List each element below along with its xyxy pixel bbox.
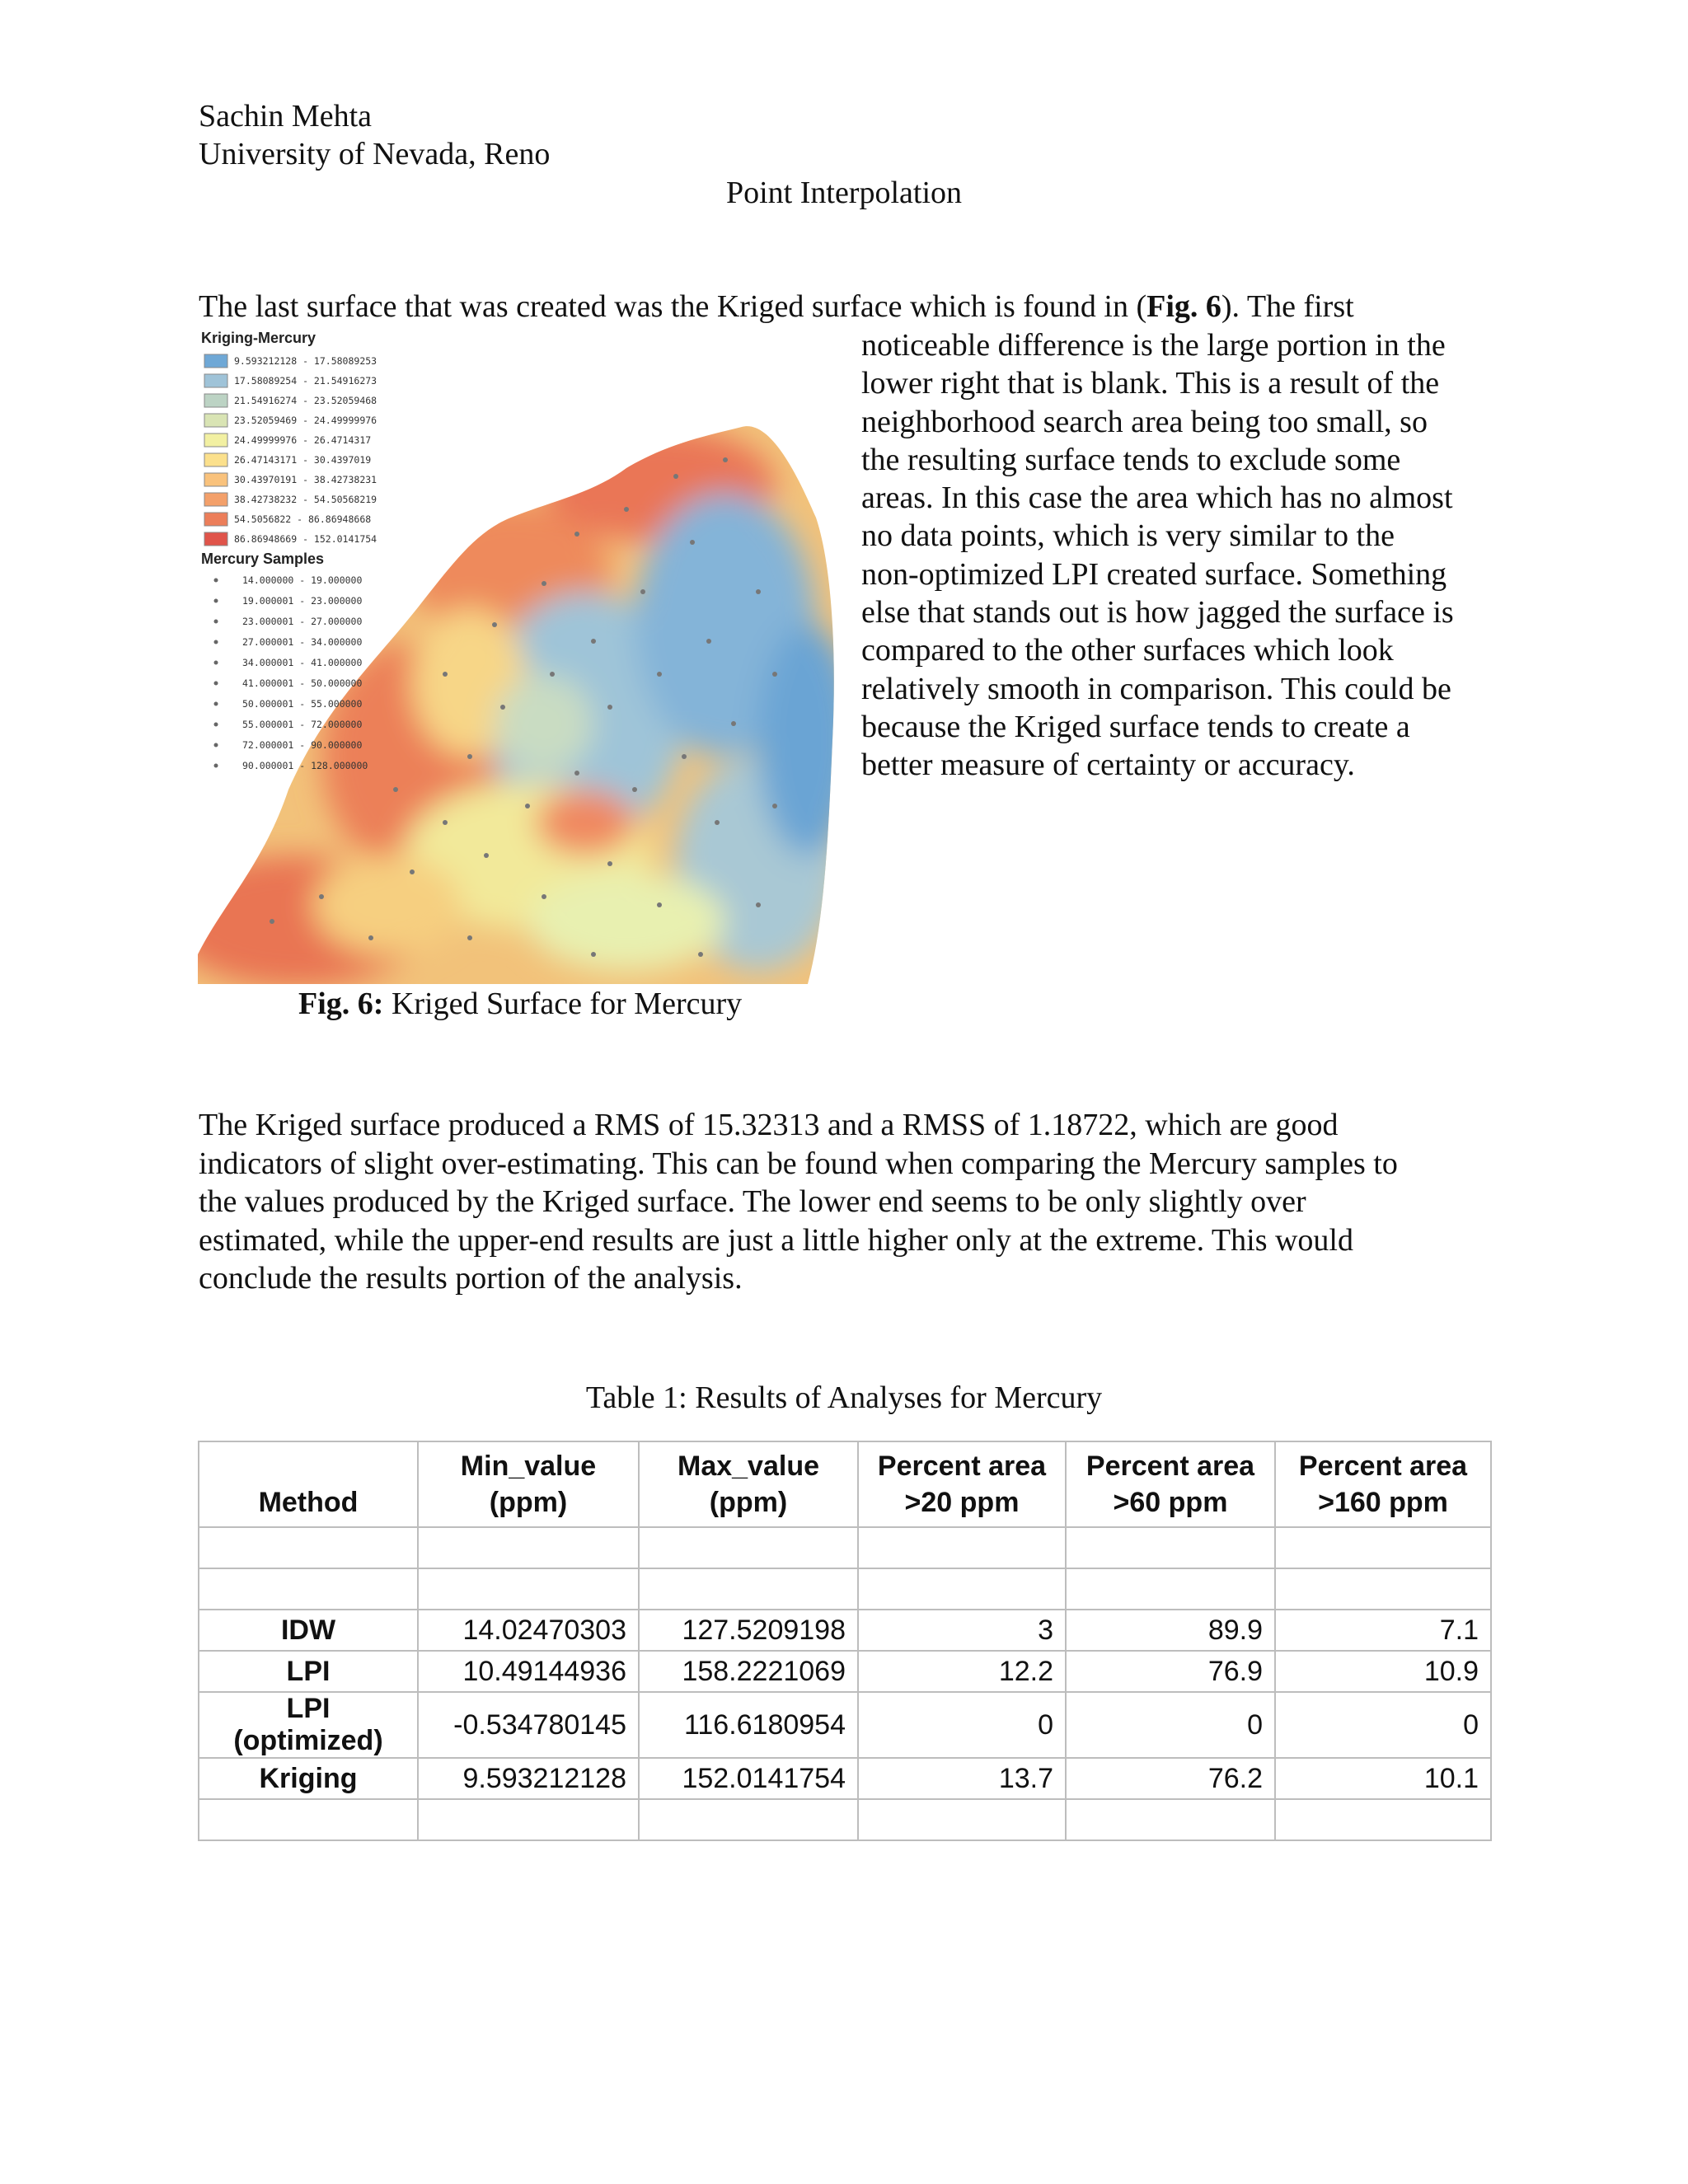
svg-text:24.49999976 - 26.4714317: 24.49999976 - 26.4714317 [234,434,372,446]
paragraph-1-first-line [199,288,1354,325]
svg-text:9.593212128 - 17.58089253: 9.593212128 - 17.58089253 [234,355,377,367]
kriging-map-figure [198,328,839,984]
table-row: Kriging 9.593212128 152.0141754 13.7 76.2 10.1 [199,1758,1491,1799]
samples-legend-title: Mercury Samples [201,551,325,567]
svg-text:34.000001 - 41.000000: 34.000001 - 41.000000 [242,657,363,668]
paragraph-1-text-a: The last surface that was created was the Kriged surface which is found in ( [199,289,1147,324]
method-cell: IDW [199,1610,418,1651]
sample-class [214,616,363,627]
map-legend [201,330,377,771]
svg-text:19.000001 - 23.000000: 19.000001 - 23.000000 [242,595,363,607]
header-method: Method [199,1441,418,1527]
method-cell: LPI (optimized) [199,1692,418,1758]
table-row [199,1799,1491,1840]
header-min-value: Min_value (ppm) [418,1441,639,1527]
text-line: The Kriged surface produced a RMS of 15.32313 and a RMSS of 1.18722, which are good [199,1108,1339,1142]
svg-text:54.5056822 - 86.86948668: 54.5056822 - 86.86948668 [234,513,372,525]
legend-class [204,532,377,546]
paragraph-2 [199,1106,1484,1298]
svg-text:72.000001 - 90.000000: 72.000001 - 90.000000 [242,739,363,751]
legend-title: Kriging-Mercury [201,330,316,346]
sample-class [214,595,363,607]
svg-text:14.000000 - 19.000000: 14.000000 - 19.000000 [242,574,363,586]
sample-class [214,719,363,730]
svg-text:90.000001 - 128.000000: 90.000001 - 128.000000 [242,760,368,771]
sample-class [214,636,363,648]
header-pct-60: Percent area >60 ppm [1066,1441,1275,1527]
table-row: IDW 14.02470303 127.5209198 3 89.9 7.1 [199,1610,1491,1651]
author-name: Sachin Mehta [199,99,373,134]
text-line: the resulting surface tends to exclude some [861,442,1401,477]
sample-class [214,760,368,771]
sample-class [214,657,363,668]
text-line: because the Kriged surface tends to create a [861,709,1410,744]
figure-caption-text: Kriged Surface for Mercury [383,987,743,1021]
svg-text:41.000001 - 50.000000: 41.000001 - 50.000000 [242,677,363,689]
table-row: LPI (optimized) -0.534780145 116.6180954 0 0 0 [199,1692,1491,1758]
svg-text:23.52059469 - 24.49999976: 23.52059469 - 24.49999976 [234,415,377,426]
paragraph-1-wrapped [861,326,1496,785]
sample-class [214,574,363,586]
svg-text:30.43970191 - 38.42738231: 30.43970191 - 38.42738231 [234,474,377,485]
svg-text:50.000001 - 55.000000: 50.000001 - 55.000000 [242,698,363,710]
kriging-map [198,328,839,984]
sample-class [214,698,363,710]
table-header-row [199,1441,1491,1527]
author-block [199,97,550,173]
header-max-value: Max_value (ppm) [639,1441,858,1527]
text-line: indicators of slight over-estimating. This can be found when comparing the Mercury samples to [199,1146,1398,1181]
svg-text:26.47143171 - 30.4397019: 26.47143171 - 30.4397019 [234,454,372,466]
text-line: non-optimized LPI created surface. Something [861,556,1447,592]
legend-class [204,354,377,368]
table-row [199,1568,1491,1610]
svg-text:27.000001 - 34.000000: 27.000001 - 34.000000 [242,636,363,648]
text-line: relatively smooth in comparison. This could be [861,671,1451,706]
figure-caption [298,986,742,1022]
text-line: areas. In this case the area which has no almost [861,480,1453,516]
legend-class [204,513,371,526]
paragraph-1-text-b: ). The first [1221,289,1354,324]
text-line: else that stands out is how jagged the surface is [861,595,1454,630]
legend-class [204,434,371,447]
text-line: compared to the other surfaces which look [861,633,1394,668]
svg-text:17.58089254 - 21.54916273: 17.58089254 - 21.54916273 [234,375,377,387]
svg-text:23.000001 - 27.000000: 23.000001 - 27.000000 [242,616,363,627]
method-cell: Kriging [199,1758,418,1799]
legend-class [204,414,377,427]
table-row: LPI 10.49144936 158.2221069 12.2 76.9 10.9 [199,1651,1491,1692]
legend-class [204,473,377,486]
text-line: the values produced by the Kriged surface. The lower end seems to be only slightly over [199,1184,1306,1219]
text-line: conclude the results portion of the analysis. [199,1261,743,1296]
text-line: lower right that is blank. This is a result of the [861,366,1440,401]
sample-class [214,739,363,751]
figure-reference: Fig. 6 [1146,289,1221,324]
text-line: better measure of certainty or accuracy. [861,748,1355,783]
table-row [199,1527,1491,1568]
legend-class [204,453,371,466]
text-line: no data points, which is very similar to the [861,518,1395,554]
header-pct-20: Percent area >20 ppm [858,1441,1066,1527]
text-line: neighborhood search area being too small, so [861,404,1428,439]
page-title: Point Interpolation [725,176,963,210]
svg-text:21.54916274 - 23.52059468: 21.54916274 - 23.52059468 [234,395,377,406]
svg-text:86.86948669 - 152.0141754: 86.86948669 - 152.0141754 [234,533,377,545]
text-line: noticeable difference is the large portion in the [861,328,1446,363]
figure-caption-label: Fig. 6: [298,987,384,1021]
author-affiliation: University of Nevada, Reno [199,137,551,171]
legend-class [204,493,377,506]
sample-class-list [214,574,368,771]
legend-class [204,394,377,407]
sample-class [214,677,363,689]
method-cell: LPI [199,1651,418,1692]
text-line: estimated, while the upper-end results are just a little higher only at the extreme. This would [199,1222,1353,1258]
legend-class [204,374,377,387]
results-table [198,1441,1492,1841]
header-pct-160: Percent area >160 ppm [1275,1441,1491,1527]
table-caption: Table 1: Results of Analyses for Mercury [585,1380,1103,1415]
svg-text:55.000001 - 72.000000: 55.000001 - 72.000000 [242,719,363,730]
svg-text:38.42738232 - 54.50568219: 38.42738232 - 54.50568219 [234,494,377,505]
legend-class-list [204,354,377,546]
